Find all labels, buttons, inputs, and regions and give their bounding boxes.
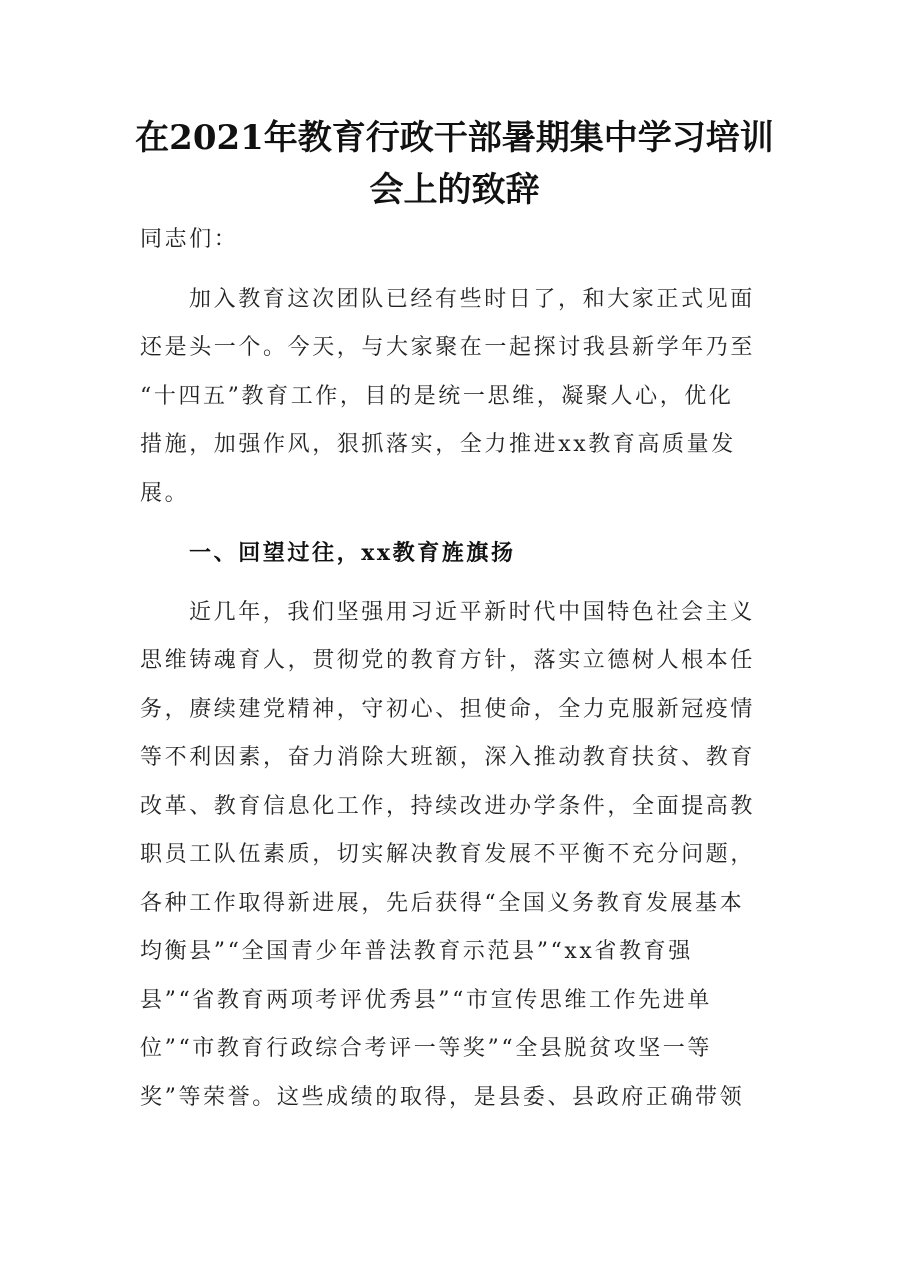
paragraph-2 [140, 589, 756, 1123]
paragraph-2-line: 思维铸魂育人，贯彻党的教育方针，落实立德树人根本任 [140, 648, 756, 673]
title-line-2: 会上的致辞 [369, 170, 540, 210]
paragraph-2-line: 位”“市教育行政综合考评一等奖”“全县脱贫攻坚一等 [140, 1036, 712, 1061]
title-line-1: 在2021年教育行政干部暑期集中学习培训 [135, 118, 774, 158]
paragraph-2-line: 近几年，我们坚强用习近平新时代中国特色社会主义 [189, 599, 755, 625]
paragraph-2-line: 务，赓续建党精神，守初心、担使命，全力克服新冠疫情 [140, 696, 756, 722]
document-title [120, 112, 789, 216]
paragraph-1-line: “十四五”教育工作，目的是统一思维，凝聚人心，优化 [140, 383, 734, 409]
paragraph-2-line: 改革、教育信息化工作，持续改进办学条件，全面提高教 [140, 793, 756, 819]
paragraph-2-line: 均衡县”“全国青少年普法教育示范县”“xx省教育强 [140, 939, 693, 964]
paragraph-2-line: 各种工作取得新进展，先后获得“全国义务教育发展基本 [140, 890, 745, 916]
paragraph-1-line: 展。 [140, 480, 190, 506]
paragraph-2-line: 县”“省教育两项考评优秀县”“市宣传思维工作先进单 [140, 987, 712, 1013]
section-heading-1: 一、回望过往，xx教育旌旗扬 [189, 540, 516, 566]
salutation: 同志们： [140, 227, 239, 252]
paragraph-1-line: 加入教育这次团队已经有些时日了，和大家正式见面 [189, 286, 755, 312]
paragraph-2-line: 等不利因素，奋力消除大班额，深入推动教育扶贫、教育 [140, 745, 756, 770]
paragraph-2-line: 职员工队伍素质，切实解决教育发展不平衡不充分问题， [140, 842, 756, 867]
paragraph-1-line: 措施，加强作风，狠抓落实，全力推进xx教育高质量发 [140, 432, 736, 457]
document-body [140, 216, 756, 1133]
paragraph-1-line: 还是头一个。今天，与大家聚在一起探讨我县新学年乃至 [140, 335, 756, 360]
paragraph-2-line: 奖”等荣誉。这些成绩的取得，是县委、县政府正确带领 [140, 1084, 745, 1110]
paragraph-1 [140, 276, 756, 519]
